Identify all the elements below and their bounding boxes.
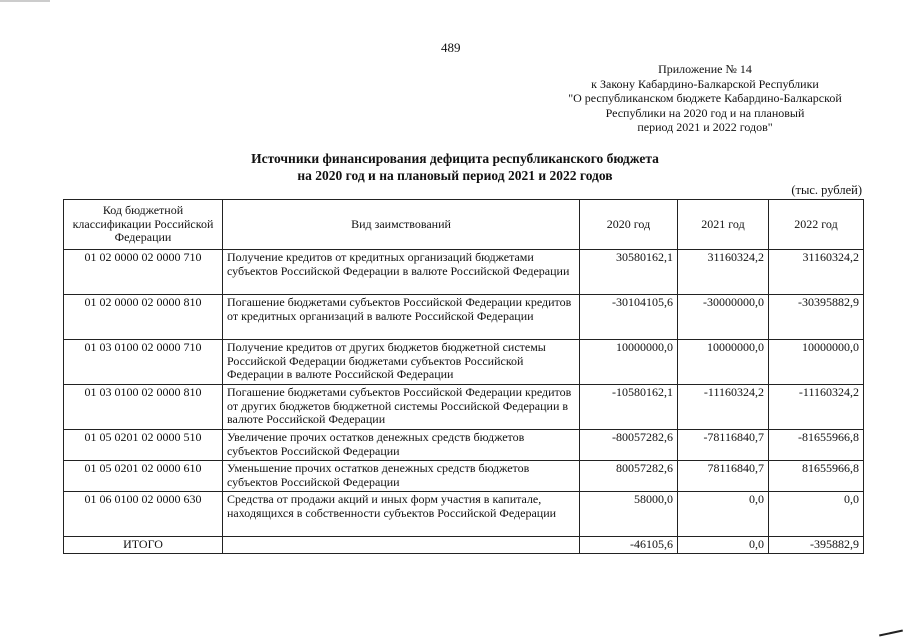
financing-sources-table (63, 199, 864, 554)
row-value-2022: 81655966,8 (769, 461, 864, 492)
row-code: 01 03 0100 02 0000 810 (64, 385, 223, 430)
total-label: ИТОГО (64, 537, 223, 554)
table-row (64, 340, 864, 385)
row-value-2021: 78116840,7 (678, 461, 769, 492)
row-value-2020: 80057282,6 (580, 461, 678, 492)
total-value-2022: -395882,9 (769, 537, 864, 554)
row-description: Погашение бюджетами субъектов Российской Федерации кредитов от кредитных организаций в валюте Российской Федерации (223, 295, 580, 340)
pen-mark (879, 630, 903, 637)
row-value-2021: 10000000,0 (678, 340, 769, 385)
appendix-line: "О республиканском бюджете Кабардино-Балкарской (568, 91, 842, 105)
row-value-2022: 10000000,0 (769, 340, 864, 385)
total-description-empty (223, 537, 580, 554)
row-code: 01 03 0100 02 0000 710 (64, 340, 223, 385)
row-value-2022: -30395882,9 (769, 295, 864, 340)
row-description: Увеличение прочих остатков денежных средств бюджетов субъектов Российской Федерации (223, 430, 580, 461)
total-value-2021: 0,0 (678, 537, 769, 554)
row-value-2022: -81655966,8 (769, 430, 864, 461)
appendix-line: период 2021 и 2022 годов" (637, 120, 773, 134)
header-2020: 2020 год (580, 200, 678, 250)
row-value-2022: 31160324,2 (769, 250, 864, 295)
row-value-2020: -10580162,1 (580, 385, 678, 430)
header-kind: Вид заимствований (223, 200, 580, 250)
row-value-2020: 58000,0 (580, 492, 678, 537)
row-value-2021: -30000000,0 (678, 295, 769, 340)
row-value-2020: 10000000,0 (580, 340, 678, 385)
appendix-block (545, 62, 865, 135)
row-description: Получение кредитов от кредитных организаций бюджетами субъектов Российской Федерации в валюте Российской Федерации (223, 250, 580, 295)
scan-artifact (0, 0, 50, 2)
row-value-2022: -11160324,2 (769, 385, 864, 430)
table-row (64, 385, 864, 430)
document-title (180, 150, 730, 184)
table-row (64, 250, 864, 295)
total-value-2020: -46105,6 (580, 537, 678, 554)
row-value-2021: 0,0 (678, 492, 769, 537)
table-row (64, 295, 864, 340)
row-value-2020: -30104105,6 (580, 295, 678, 340)
row-description: Погашение бюджетами субъектов Российской Федерации кредитов от других бюджетов бюджетной системы Российской Федерации в валюте Российской Федерации (223, 385, 580, 430)
row-value-2020: -80057282,6 (580, 430, 678, 461)
table-row (64, 461, 864, 492)
title-line-1: Источники финансирования дефицита республиканского бюджета (251, 151, 659, 166)
row-code: 01 05 0201 02 0000 510 (64, 430, 223, 461)
units-label: (тыс. рублей) (791, 183, 862, 197)
table-row (64, 430, 864, 461)
row-value-2021: 31160324,2 (678, 250, 769, 295)
page-number: 489 (441, 40, 461, 55)
row-code: 01 02 0000 02 0000 710 (64, 250, 223, 295)
header-2021: 2021 год (678, 200, 769, 250)
row-description: Уменьшение прочих остатков денежных средств бюджетов субъектов Российской Федерации (223, 461, 580, 492)
table-row (64, 492, 864, 537)
appendix-line: Республики на 2020 год и на плановый (605, 105, 805, 120)
title-line-2: на 2020 год и на плановый период 2021 и 2022 годов (297, 168, 613, 183)
row-description: Получение кредитов от других бюджетов бюджетной системы Российской Федерации бюджетами субъектов Российской Федерации в валюте Российской Федерации (223, 340, 580, 385)
appendix-line: к Закону Кабардино-Балкарской Республики (591, 76, 819, 91)
row-value-2021: -11160324,2 (678, 385, 769, 430)
header-2022: 2022 год (769, 200, 864, 250)
row-value-2022: 0,0 (769, 492, 864, 537)
row-value-2021: -78116840,7 (678, 430, 769, 461)
header-code: Код бюджетной классификации Российской Федерации (64, 200, 223, 250)
row-code: 01 02 0000 02 0000 810 (64, 295, 223, 340)
total-row (64, 537, 864, 554)
appendix-line: Приложение № 14 (658, 62, 752, 76)
row-code: 01 05 0201 02 0000 610 (64, 461, 223, 492)
table-header-row (64, 200, 864, 250)
row-code: 01 06 0100 02 0000 630 (64, 492, 223, 537)
row-description: Средства от продажи акций и иных форм участия в капитале, находящихся в собственности субъектов Российской Федерации (223, 492, 580, 537)
row-value-2020: 30580162,1 (580, 250, 678, 295)
